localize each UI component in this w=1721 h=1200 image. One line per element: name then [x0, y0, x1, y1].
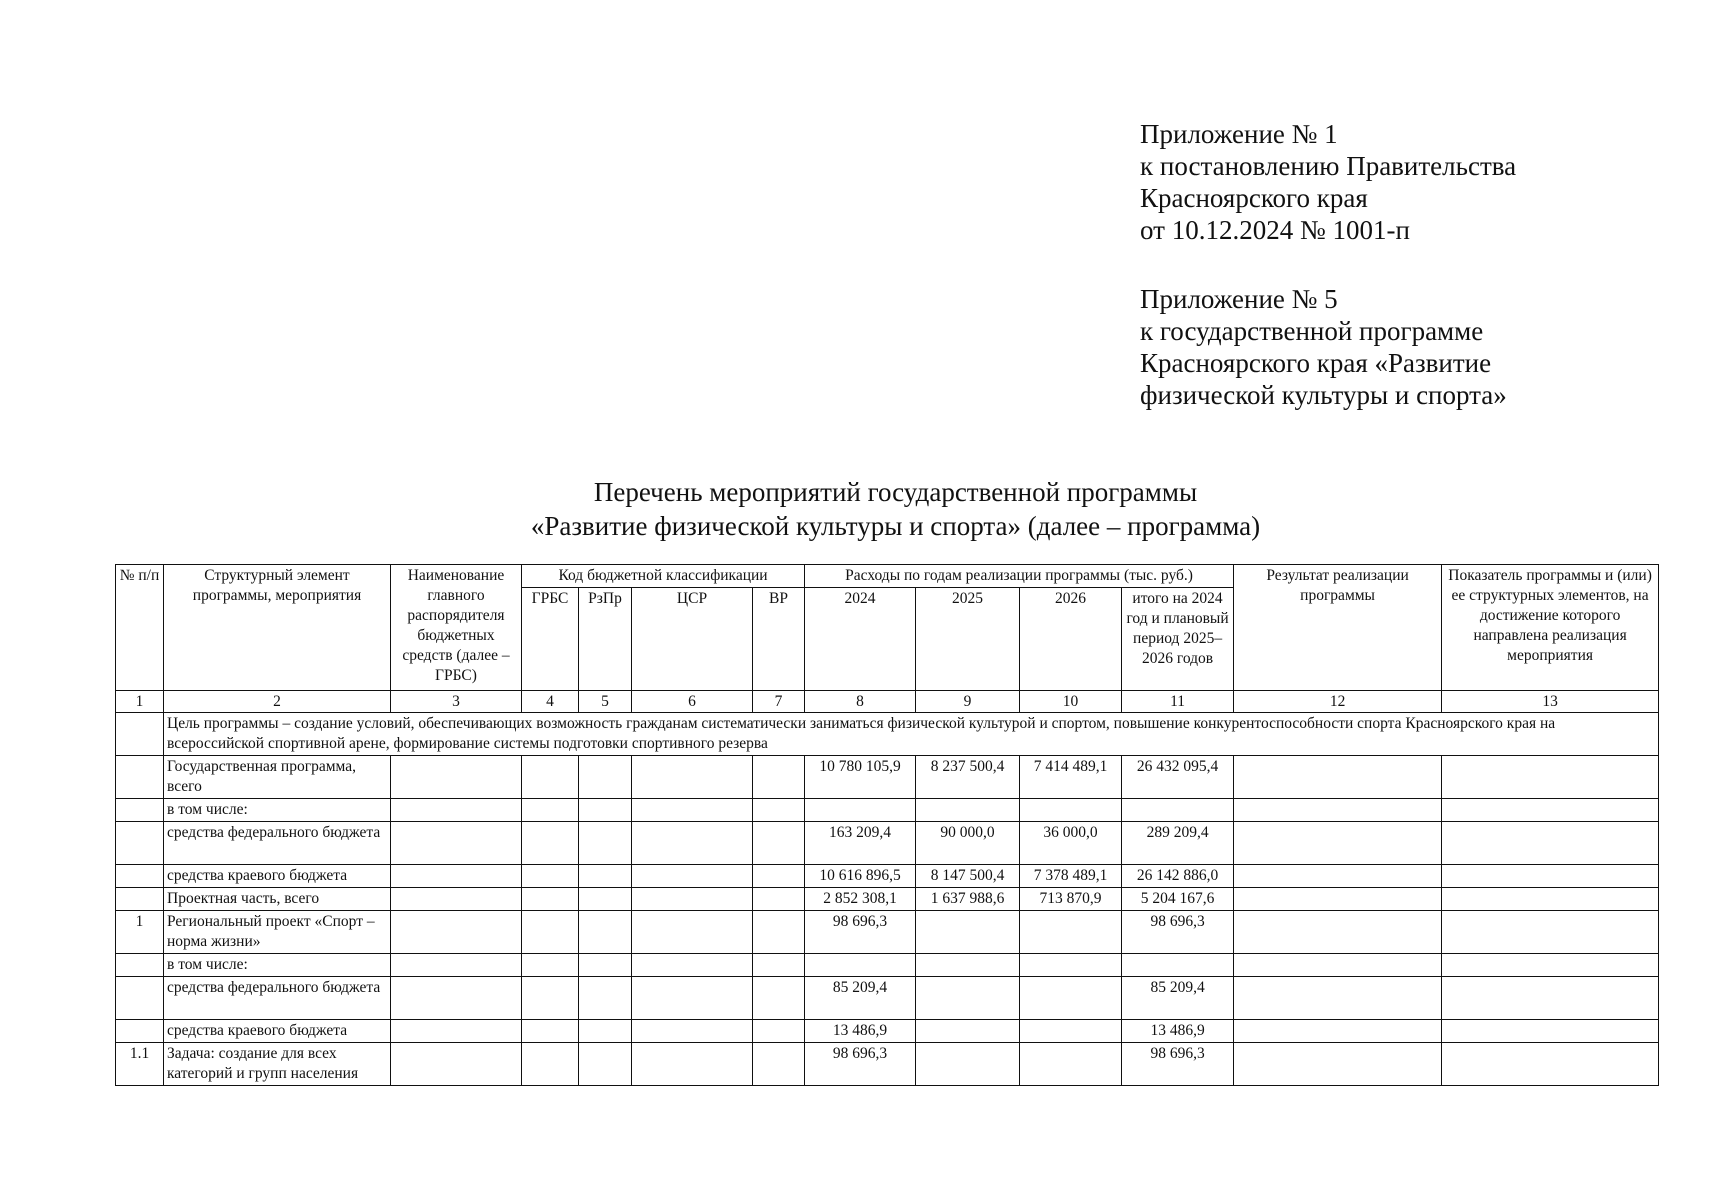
- row-name: в том числе:: [164, 799, 391, 822]
- row-csr: [632, 954, 753, 977]
- row-number: [116, 1020, 164, 1043]
- program-goal: Цель программы – создание условий, обеспечивающих возможность гражданам систематически заниматься физической культурой и спортом, повышение конкурентоспособности спорта Красноярского края на всероссийской спортивной арене, формирование системы подготовки спортивного резерва: [164, 713, 1659, 756]
- row-grbs-name: [391, 1043, 522, 1086]
- appendix-1-line: Красноярского края: [1140, 183, 1368, 213]
- appendix-1-line: от 10.12.2024 № 1001-п: [1140, 215, 1410, 245]
- row-grbs-name: [391, 822, 522, 865]
- row-value-total: 85 209,4: [1122, 977, 1234, 1020]
- row-value-2026: [1020, 1020, 1122, 1043]
- row-name: Задача: создание для всех категорий и групп населения: [164, 1043, 391, 1086]
- header-total: итого на 2024 год и плановый период 2025–2026 годов: [1122, 588, 1234, 691]
- row-name: Региональный проект «Спорт – норма жизни»: [164, 911, 391, 954]
- row-indicator: [1442, 756, 1659, 799]
- row-csr: [632, 865, 753, 888]
- row-grbs-name: [391, 756, 522, 799]
- table-cell: [116, 713, 164, 756]
- row-value-2024: 2 852 308,1: [805, 888, 916, 911]
- row-value-2024: 10 780 105,9: [805, 756, 916, 799]
- header-2024: 2024: [805, 588, 916, 691]
- goal-row: [116, 713, 1659, 756]
- row-indicator: [1442, 911, 1659, 954]
- table-row: [116, 888, 1659, 911]
- row-value-total: [1122, 954, 1234, 977]
- row-name: в том числе:: [164, 954, 391, 977]
- row-number: 1.1: [116, 1043, 164, 1086]
- row-name: средства краевого бюджета: [164, 865, 391, 888]
- row-result: [1234, 756, 1442, 799]
- row-value-2024: 85 209,4: [805, 977, 916, 1020]
- header-grbs-name: Наименование главного распорядителя бюджетных средств (далее – ГРБС): [391, 565, 522, 691]
- row-value-total: 26 432 095,4: [1122, 756, 1234, 799]
- row-value-2026: [1020, 1043, 1122, 1086]
- row-result: [1234, 822, 1442, 865]
- row-value-2026: [1020, 911, 1122, 954]
- header-num: № п/п: [116, 565, 164, 691]
- row-result: [1234, 865, 1442, 888]
- column-number: 2: [164, 691, 391, 713]
- appendix-1-block: [1140, 118, 1660, 246]
- row-grbs: [522, 888, 579, 911]
- table-row: [116, 954, 1659, 977]
- row-csr: [632, 977, 753, 1020]
- row-indicator: [1442, 954, 1659, 977]
- appendix-1-line: Приложение № 1: [1140, 119, 1338, 149]
- row-value-2026: 36 000,0: [1020, 822, 1122, 865]
- row-value-total: [1122, 799, 1234, 822]
- header-grbs: ГРБС: [522, 588, 579, 691]
- row-value-2025: [916, 911, 1020, 954]
- row-csr: [632, 888, 753, 911]
- row-value-2024: [805, 799, 916, 822]
- column-number: 6: [632, 691, 753, 713]
- row-result: [1234, 1020, 1442, 1043]
- row-vr: [753, 977, 805, 1020]
- row-value-2026: [1020, 799, 1122, 822]
- row-indicator: [1442, 977, 1659, 1020]
- column-number: 11: [1122, 691, 1234, 713]
- row-value-total: 98 696,3: [1122, 1043, 1234, 1086]
- row-number: [116, 977, 164, 1020]
- row-result: [1234, 911, 1442, 954]
- column-number: 4: [522, 691, 579, 713]
- row-value-2026: 7 414 489,1: [1020, 756, 1122, 799]
- row-value-2025: 90 000,0: [916, 822, 1020, 865]
- row-grbs: [522, 1020, 579, 1043]
- table-row: [116, 977, 1659, 1020]
- row-vr: [753, 865, 805, 888]
- header-budget-code: Код бюджетной классификации: [522, 565, 805, 588]
- row-name: средства федерального бюджета: [164, 822, 391, 865]
- row-grbs: [522, 822, 579, 865]
- row-grbs: [522, 865, 579, 888]
- row-value-total: 289 209,4: [1122, 822, 1234, 865]
- row-grbs: [522, 799, 579, 822]
- row-vr: [753, 799, 805, 822]
- row-number: 1: [116, 911, 164, 954]
- row-value-2026: 713 870,9: [1020, 888, 1122, 911]
- table-row: [116, 756, 1659, 799]
- header-result: Результат реализации программы: [1234, 565, 1442, 691]
- row-number: [116, 954, 164, 977]
- column-number: 8: [805, 691, 916, 713]
- row-grbs: [522, 954, 579, 977]
- row-name: Проектная часть, всего: [164, 888, 391, 911]
- row-grbs: [522, 756, 579, 799]
- row-value-2024: 10 616 896,5: [805, 865, 916, 888]
- row-number: [116, 888, 164, 911]
- table-row: [116, 799, 1659, 822]
- appendix-5-block: [1140, 283, 1660, 411]
- appendix-5-line: к государственной программе: [1140, 316, 1484, 346]
- row-indicator: [1442, 865, 1659, 888]
- data-rows: [116, 756, 1659, 1086]
- row-vr: [753, 888, 805, 911]
- row-value-2026: 7 378 489,1: [1020, 865, 1122, 888]
- appendix-5-line: Красноярского края «Развитие: [1140, 348, 1492, 378]
- row-name: средства федерального бюджета: [164, 977, 391, 1020]
- row-number: [116, 865, 164, 888]
- row-value-2025: 8 237 500,4: [916, 756, 1020, 799]
- row-value-2026: [1020, 977, 1122, 1020]
- row-rzpr: [579, 822, 632, 865]
- row-indicator: [1442, 1043, 1659, 1086]
- row-csr: [632, 756, 753, 799]
- row-rzpr: [579, 756, 632, 799]
- header-2025: 2025: [916, 588, 1020, 691]
- row-value-2025: [916, 954, 1020, 977]
- row-result: [1234, 1043, 1442, 1086]
- row-csr: [632, 1043, 753, 1086]
- document-title-line-1: Перечень мероприятий государственной программы: [593, 477, 1198, 507]
- row-value-total: 26 142 886,0: [1122, 865, 1234, 888]
- row-vr: [753, 1020, 805, 1043]
- row-number: [116, 822, 164, 865]
- header-indicator: Показатель программы и (или) ее структурных элементов, на достижение которого направлена реализация мероприятия: [1442, 565, 1659, 691]
- row-value-total: 5 204 167,6: [1122, 888, 1234, 911]
- row-result: [1234, 888, 1442, 911]
- row-indicator: [1442, 799, 1659, 822]
- column-number: 10: [1020, 691, 1122, 713]
- appendix-5-line: Приложение № 5: [1140, 284, 1338, 314]
- document-title: [0, 475, 1721, 543]
- row-result: [1234, 977, 1442, 1020]
- row-number: [116, 756, 164, 799]
- row-value-2025: 8 147 500,4: [916, 865, 1020, 888]
- row-value-2025: 1 637 988,6: [916, 888, 1020, 911]
- column-number: 5: [579, 691, 632, 713]
- row-value-2025: [916, 799, 1020, 822]
- row-grbs-name: [391, 888, 522, 911]
- row-vr: [753, 822, 805, 865]
- column-number: 9: [916, 691, 1020, 713]
- row-name: средства краевого бюджета: [164, 1020, 391, 1043]
- row-vr: [753, 911, 805, 954]
- row-grbs-name: [391, 954, 522, 977]
- appendix-1-line: к постановлению Правительства: [1140, 151, 1517, 181]
- row-rzpr: [579, 954, 632, 977]
- appendix-5-line: физической культуры и спорта»: [1140, 380, 1507, 410]
- row-rzpr: [579, 888, 632, 911]
- row-vr: [753, 954, 805, 977]
- row-grbs: [522, 1043, 579, 1086]
- row-value-total: 13 486,9: [1122, 1020, 1234, 1043]
- row-grbs-name: [391, 865, 522, 888]
- row-number: [116, 799, 164, 822]
- row-csr: [632, 911, 753, 954]
- measures-table: [115, 564, 1659, 1086]
- row-rzpr: [579, 799, 632, 822]
- row-value-2024: 98 696,3: [805, 1043, 916, 1086]
- row-indicator: [1442, 1020, 1659, 1043]
- column-number: 1: [116, 691, 164, 713]
- row-value-2024: 98 696,3: [805, 911, 916, 954]
- row-indicator: [1442, 822, 1659, 865]
- row-rzpr: [579, 865, 632, 888]
- row-csr: [632, 822, 753, 865]
- row-result: [1234, 799, 1442, 822]
- header-rzpr: РзПр: [579, 588, 632, 691]
- column-number: 12: [1234, 691, 1442, 713]
- row-grbs: [522, 911, 579, 954]
- header-expenses: Расходы по годам реализации программы (тыс. руб.): [805, 565, 1234, 588]
- row-value-2025: [916, 1043, 1020, 1086]
- column-number-row: [116, 691, 1659, 713]
- row-rzpr: [579, 1043, 632, 1086]
- column-number: 7: [753, 691, 805, 713]
- table-row: [116, 1020, 1659, 1043]
- header-vr: ВР: [753, 588, 805, 691]
- column-number: 3: [391, 691, 522, 713]
- row-rzpr: [579, 1020, 632, 1043]
- row-grbs: [522, 977, 579, 1020]
- row-indicator: [1442, 888, 1659, 911]
- row-grbs-name: [391, 1020, 522, 1043]
- row-rzpr: [579, 911, 632, 954]
- header-row: [116, 565, 1659, 588]
- row-grbs-name: [391, 977, 522, 1020]
- table-row: [116, 822, 1659, 865]
- row-value-2025: [916, 977, 1020, 1020]
- table-row: [116, 911, 1659, 954]
- header-2026: 2026: [1020, 588, 1122, 691]
- row-value-2024: [805, 954, 916, 977]
- row-grbs-name: [391, 799, 522, 822]
- row-csr: [632, 1020, 753, 1043]
- table-row: [116, 1043, 1659, 1086]
- row-value-total: 98 696,3: [1122, 911, 1234, 954]
- row-value-2024: 163 209,4: [805, 822, 916, 865]
- column-number: 13: [1442, 691, 1659, 713]
- table-row: [116, 865, 1659, 888]
- header-csr: ЦСР: [632, 588, 753, 691]
- row-value-2024: 13 486,9: [805, 1020, 916, 1043]
- row-csr: [632, 799, 753, 822]
- document-title-line-2: «Развитие физической культуры и спорта» (далее – программа): [530, 511, 1261, 541]
- row-grbs-name: [391, 911, 522, 954]
- row-name: Государственная программа, всего: [164, 756, 391, 799]
- row-vr: [753, 756, 805, 799]
- row-rzpr: [579, 977, 632, 1020]
- row-result: [1234, 954, 1442, 977]
- row-value-2026: [1020, 954, 1122, 977]
- header-element: Структурный элемент программы, мероприятия: [164, 565, 391, 691]
- row-value-2025: [916, 1020, 1020, 1043]
- row-vr: [753, 1043, 805, 1086]
